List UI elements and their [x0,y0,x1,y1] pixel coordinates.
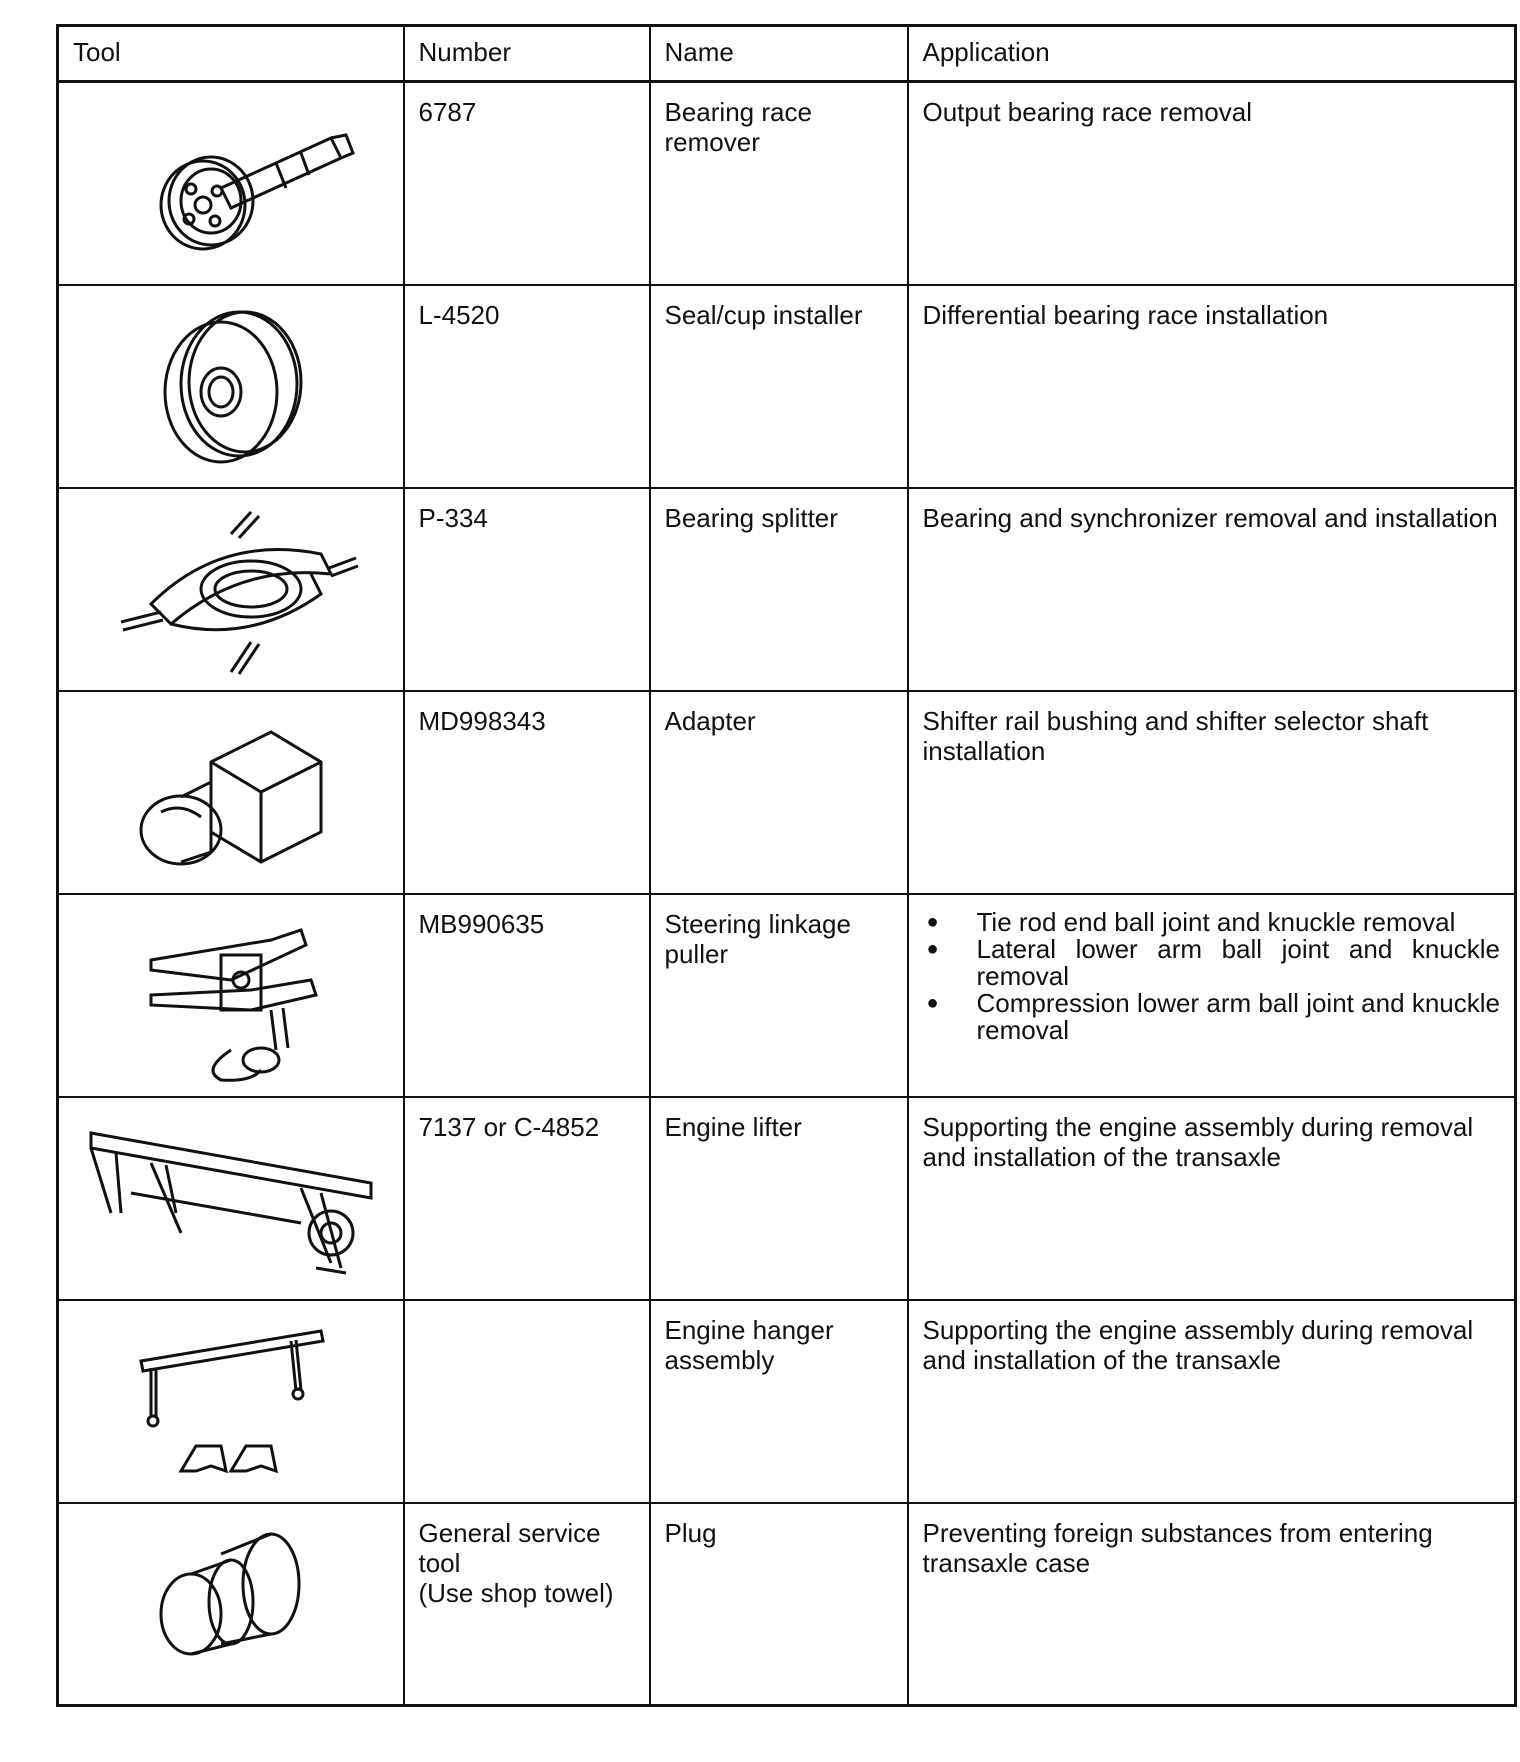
bearing-race-remover-icon [101,93,361,273]
engine-hanger-assembly-icon [111,1306,351,1496]
tool-application [908,894,1516,1097]
tool-number: 6787 [404,82,650,285]
tool-number: L-4520 [404,285,650,488]
plug-icon [121,1514,341,1694]
table-row [58,894,1516,1097]
tool-cell [58,285,404,488]
table-row [58,1300,1516,1503]
tool-number: MB990635 [404,894,650,1097]
table-row [58,1097,1516,1300]
list-item: ● Compression lower arm ball joint and knuckle removal [923,990,1501,1044]
bearing-splitter-icon [101,494,361,684]
tool-application: Preventing foreign substances from entering transaxle case [908,1503,1516,1706]
tool-application: Shifter rail bushing and shifter selector shaft installation [908,691,1516,894]
list-item: ● Lateral lower arm ball joint and knuckle removal [923,936,1501,990]
header-tool: Tool [58,26,404,82]
header-number: Number [404,26,650,82]
tool-cell [58,1097,404,1300]
table-row [58,82,1516,285]
tool-number: P-334 [404,488,650,691]
header-row [58,26,1516,82]
tool-application: Output bearing race removal [908,82,1516,285]
tool-name: Seal/cup installer [650,285,908,488]
list-item: ● Tie rod end ball joint and knuckle removal [923,909,1501,936]
tool-cell [58,691,404,894]
tool-name: Engine lifter [650,1097,908,1300]
tool-number: General service tool (Use shop towel) [404,1503,650,1706]
tool-name: Adapter [650,691,908,894]
table-row [58,488,1516,691]
tool-cell [58,82,404,285]
header-application: Application [908,26,1516,82]
tool-application: Differential bearing race installation [908,285,1516,488]
header-name: Name [650,26,908,82]
tool-application: Bearing and synchronizer removal and installation [908,488,1516,691]
tool-name: Plug [650,1503,908,1706]
tool-number: 7137 or C-4852 [404,1097,650,1300]
tool-cell [58,894,404,1097]
tool-name: Engine hanger assembly [650,1300,908,1503]
tool-cell [58,488,404,691]
tool-name: Steering linkage puller [650,894,908,1097]
special-tools-table [56,24,1517,1707]
tool-number: MD998343 [404,691,650,894]
application-bullet-list [923,906,1501,1045]
table-row [58,285,1516,488]
tool-cell [58,1300,404,1503]
tool-cell [58,1503,404,1706]
adapter-icon [121,702,341,882]
seal-cup-installer-icon [121,296,341,476]
tool-number [404,1300,650,1503]
tool-name: Bearing race remover [650,82,908,285]
table-row [58,691,1516,894]
table-row [58,1503,1516,1706]
tool-name: Bearing splitter [650,488,908,691]
engine-lifter-icon [71,1103,391,1293]
tool-application: Supporting the engine assembly during removal and installation of the transaxle [908,1300,1516,1503]
tool-application: Supporting the engine assembly during removal and installation of the transaxle [908,1097,1516,1300]
steering-linkage-puller-icon [111,900,351,1090]
